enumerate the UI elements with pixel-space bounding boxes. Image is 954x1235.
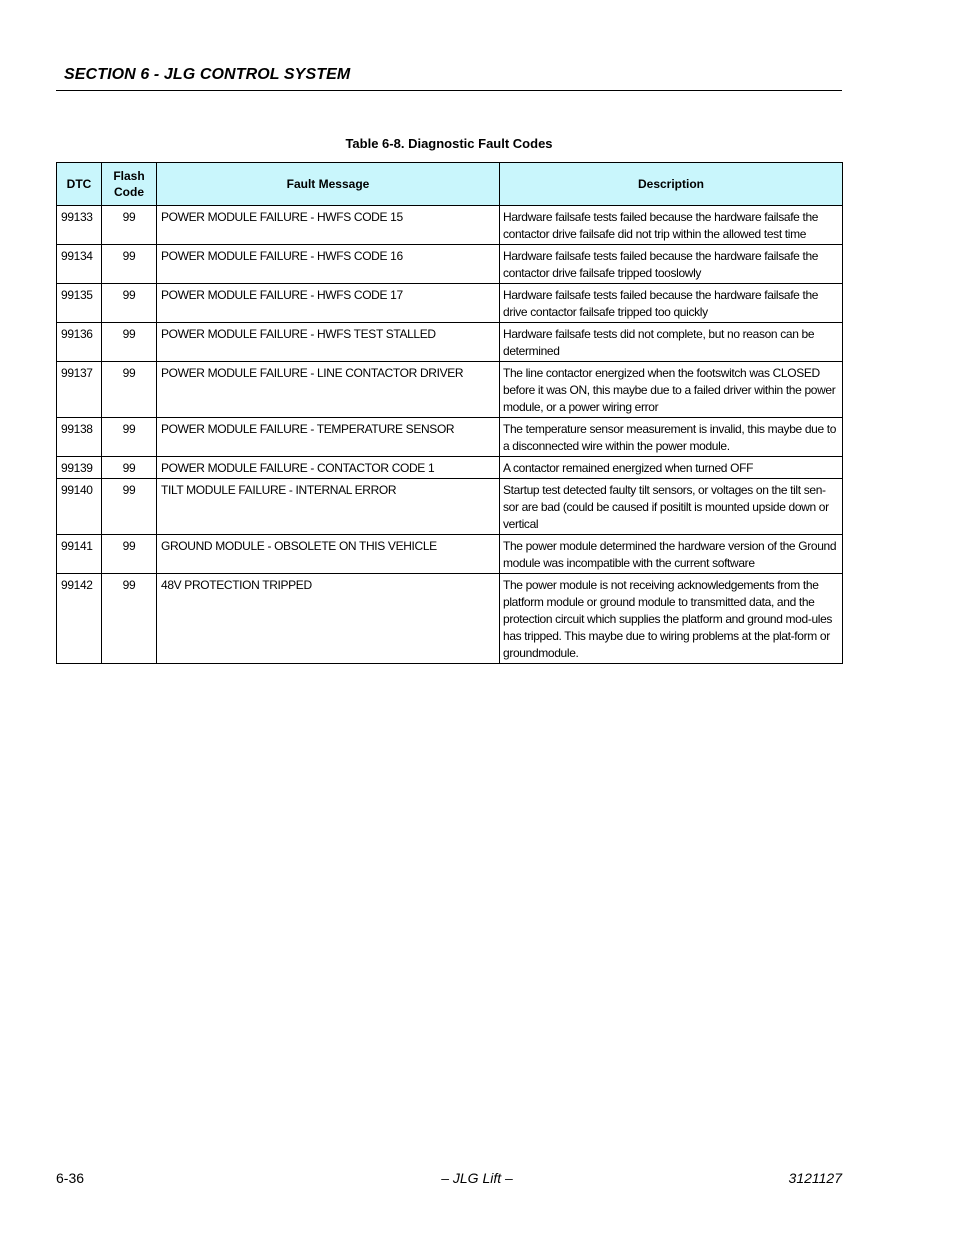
fault-message-cell: 48V PROTECTION TRIPPED — [157, 574, 500, 664]
flash-code-cell: 99 — [102, 206, 157, 245]
table-caption: Table 6-8. Diagnostic Fault Codes — [345, 136, 553, 151]
flash-code-cell: 99 — [102, 479, 157, 535]
document-number: 3121127 — [788, 1170, 842, 1186]
description-cell: A contactor remained energized when turned OFF — [500, 457, 843, 479]
diagnostic-fault-codes-table — [56, 162, 843, 664]
description-cell: Hardware failsafe tests failed because the hardware failsafe the drive contactor failsafe tripped too quickly — [500, 284, 843, 323]
table-row — [57, 323, 843, 362]
dtc-cell: 99139 — [57, 457, 102, 479]
fault-message-cell: POWER MODULE FAILURE - HWFS CODE 16 — [157, 245, 500, 284]
flash-code-cell: 99 — [102, 284, 157, 323]
column-header-description: Description — [500, 163, 843, 206]
flash-code-cell: 99 — [102, 362, 157, 418]
description-cell: Startup test detected faulty tilt sensors, or voltages on the tilt sen-sor are bad (could be caused if positilt is mounted upside down or vertical — [500, 479, 843, 535]
table-row — [57, 206, 843, 245]
flash-code-cell: 99 — [102, 457, 157, 479]
column-header-fault-message: Fault Message — [157, 163, 500, 206]
table-row — [57, 535, 843, 574]
table-row — [57, 457, 843, 479]
description-cell: The power module is not receiving acknowledgements from the platform module or ground module to transmitted data, and the protection circuit which supplies the platform and ground mod-ules has tripped. This maybe due to wiring problems at the plat-form or groundmodule. — [500, 574, 843, 664]
dtc-cell: 99136 — [57, 323, 102, 362]
fault-message-cell: POWER MODULE FAILURE - CONTACTOR CODE 1 — [157, 457, 500, 479]
table-row — [57, 574, 843, 664]
dtc-cell: 99140 — [57, 479, 102, 535]
description-cell: Hardware failsafe tests failed because the hardware failsafe the contactor drive failsafe did not trip within the allowed test time — [500, 206, 843, 245]
table-row — [57, 362, 843, 418]
flash-code-cell: 99 — [102, 418, 157, 457]
flash-code-cell: 99 — [102, 574, 157, 664]
page-number: 6-36 — [56, 1170, 85, 1186]
description-cell: The line contactor energized when the footswitch was CLOSED before it was ON, this maybe due to a failed driver within the power module, or a power wiring error — [500, 362, 843, 418]
flash-code-cell: 99 — [102, 245, 157, 284]
section-title: SECTION 6 - JLG CONTROL SYSTEM — [64, 66, 351, 83]
column-header-flash-code — [102, 163, 157, 206]
table-row — [57, 284, 843, 323]
column-header-dtc: DTC — [57, 163, 102, 206]
dtc-cell: 99135 — [57, 284, 102, 323]
description-cell: The power module determined the hardware version of the Ground module was incompatible with the current software — [500, 535, 843, 574]
table-header-row — [57, 163, 843, 206]
fault-message-cell: POWER MODULE FAILURE - HWFS CODE 17 — [157, 284, 500, 323]
fault-message-cell: TILT MODULE FAILURE - INTERNAL ERROR — [157, 479, 500, 535]
section-header — [56, 64, 842, 91]
dtc-cell: 99141 — [57, 535, 102, 574]
table-row — [57, 245, 843, 284]
dtc-cell: 99133 — [57, 206, 102, 245]
dtc-cell: 99134 — [57, 245, 102, 284]
fault-message-cell: GROUND MODULE - OBSOLETE ON THIS VEHICLE — [157, 535, 500, 574]
fault-message-cell: POWER MODULE FAILURE - LINE CONTACTOR DRIVER — [157, 362, 500, 418]
dtc-cell: 99142 — [57, 574, 102, 664]
fault-message-cell: POWER MODULE FAILURE - HWFS CODE 15 — [157, 206, 500, 245]
flash-code-header-text: Flash Code — [113, 169, 145, 199]
flash-code-cell: 99 — [102, 535, 157, 574]
description-cell: Hardware failsafe tests failed because the hardware failsafe the contactor drive failsafe tripped tooslowly — [500, 245, 843, 284]
dtc-cell: 99137 — [57, 362, 102, 418]
dtc-cell: 99138 — [57, 418, 102, 457]
flash-code-cell: 99 — [102, 323, 157, 362]
table-row — [57, 418, 843, 457]
description-cell: The temperature sensor measurement is invalid, this maybe due to a disconnected wire within the power module. — [500, 418, 843, 457]
fault-message-cell: POWER MODULE FAILURE - TEMPERATURE SENSOR — [157, 418, 500, 457]
footer-title: – JLG Lift – — [441, 1170, 513, 1186]
fault-message-cell: POWER MODULE FAILURE - HWFS TEST STALLED — [157, 323, 500, 362]
description-cell: Hardware failsafe tests did not complete, but no reason can be determined — [500, 323, 843, 362]
table-row — [57, 479, 843, 535]
